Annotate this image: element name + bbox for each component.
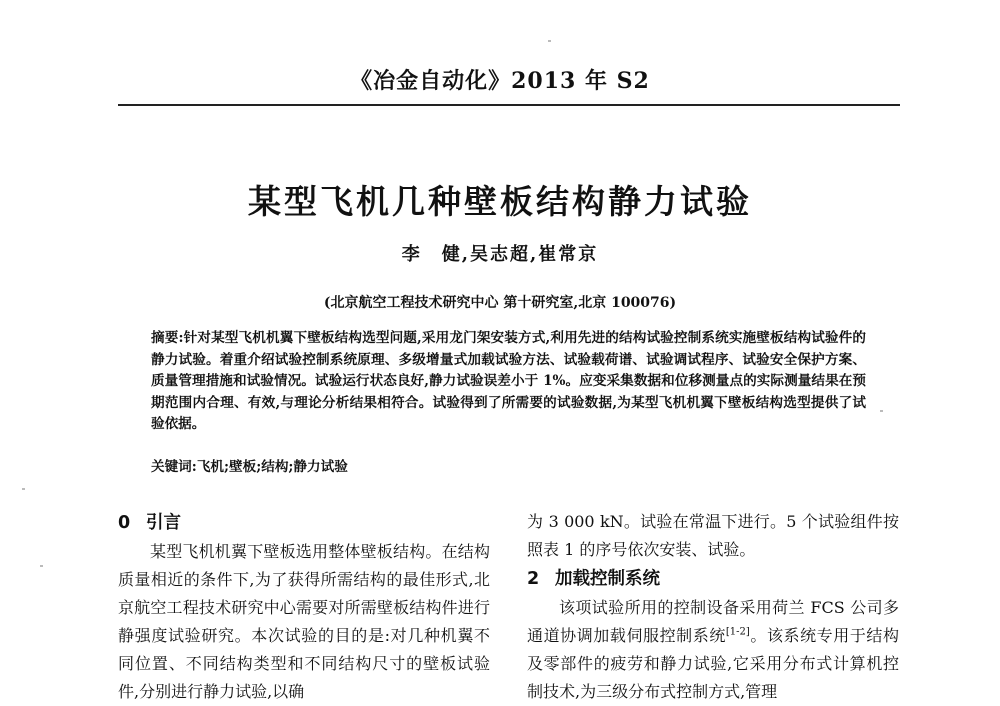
- right-column: [527, 508, 899, 706]
- keywords: [151, 457, 866, 477]
- control-system-paragraph: [527, 594, 899, 706]
- abstract: [151, 328, 866, 436]
- scan-speck: [548, 40, 551, 42]
- scan-speck: [880, 410, 883, 412]
- section-heading-introduction: [118, 508, 490, 538]
- author-list: 李 健,吴志超,崔常京: [401, 244, 599, 265]
- scan-speck: [40, 565, 43, 567]
- scan-speck: [22, 488, 25, 490]
- abstract-label: 摘要:: [151, 330, 184, 346]
- affiliation: (北京航空工程技术研究中心 第十研究室,北京 100076): [323, 295, 677, 311]
- paragraph-text: 该项试验所用的控制设备采用荷兰 FCS 公司多通道协调加载伺服控制系统: [527, 598, 899, 645]
- section-number: 0: [118, 513, 131, 533]
- left-column: [118, 508, 490, 706]
- continued-paragraph: 为 3 000 kN。试验在常温下进行。5 个试验组件按照表 1 的序号依次安装、试验。: [527, 512, 899, 559]
- section-title: 加载控制系统: [555, 569, 660, 589]
- section-heading-loading-control: [527, 564, 899, 594]
- section-number: 2: [527, 569, 540, 589]
- citation: [1-2]: [725, 626, 750, 638]
- paper-title: 某型飞机几种壁板结构静力试验: [248, 182, 752, 221]
- journal-header: 《冶金自动化》2013 年 S2: [350, 68, 650, 94]
- keywords-text: 飞机;壁板;结构;静力试验: [196, 459, 348, 475]
- introduction-paragraph: 某型飞机机翼下壁板选用整体壁板结构。在结构质量相近的条件下,为了获得所需结构的最佳形式,北京航空工程技术研究中心需要对所需壁板结构件进行静强度试验研究。本次试验的目的是:对几种机翼不同位置、不同结构类型和不同结构尺寸的壁板试验件,分别进行静力试验,以确: [118, 542, 490, 701]
- section-title: 引言: [146, 513, 181, 533]
- paragraph-text: 。该系统专用于结构及零部件的疲劳和静力试验,它采用分布式计算机控制技术,为三级分布式控制方式,管理: [527, 626, 899, 701]
- header-rule: [118, 104, 900, 106]
- keywords-label: 关键词:: [151, 459, 197, 475]
- abstract-text: 针对某型飞机机翼下壁板结构选型问题,采用龙门架安装方式,利用先进的结构试验控制系统实施壁板结构试验件的静力试验。着重介绍试验控制系统原理、多级增量式加载试验方法、试验载荷谱、试验调试程序、试验安全保护方案、质量管理措施和试验情况。试验运行状态良好,静力试验误差小于 1%。应变采集数据和位移测量点的实际测量结果在预期范围内合理、有效,与理论分析结果相符合。试验得到了所需要的试验数据,为某型飞机机翼下壁板结构选型提供了试验依据。: [151, 330, 866, 433]
